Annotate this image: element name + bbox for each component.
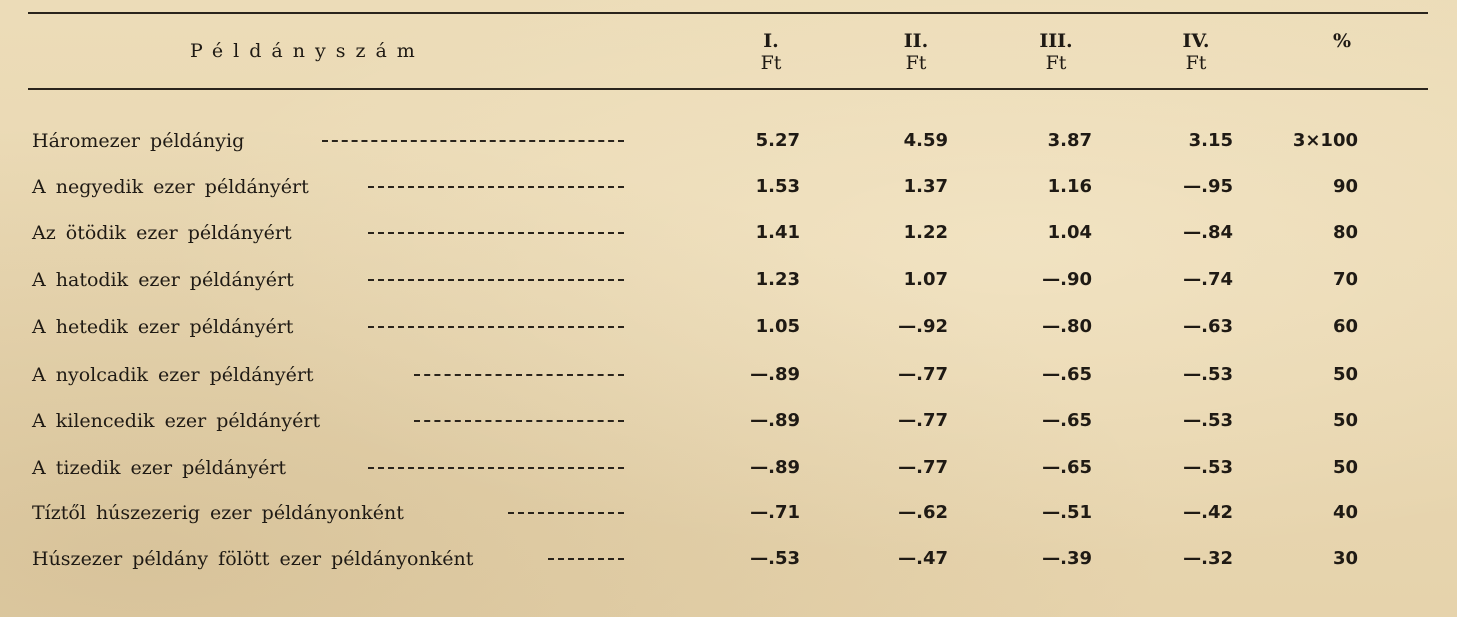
table-row — [0, 500, 1457, 546]
cell-col-1: 5.27 — [755, 130, 800, 151]
cell-col-5: 50 — [1332, 410, 1358, 431]
row-label: A tizedik ezer példányért — [32, 457, 287, 479]
header-col-1 — [731, 30, 811, 74]
row-label: Az ötödik ezer példányért — [32, 222, 292, 244]
table-row — [0, 220, 1457, 266]
cell-col-3: —.65 — [1042, 364, 1092, 385]
cell-col-3: —.51 — [1042, 502, 1092, 523]
cell-col-4: —.42 — [1183, 502, 1233, 523]
header-col-5 — [1302, 30, 1382, 52]
header-label: Példányszám — [190, 40, 425, 62]
dash-leader — [368, 326, 624, 330]
top-rule — [28, 12, 1428, 14]
header-col-2-unit: Ft — [905, 52, 927, 74]
cell-col-4: —.84 — [1183, 222, 1233, 243]
cell-col-4: —.53 — [1183, 410, 1233, 431]
row-label: Háromezer példányig — [32, 130, 245, 152]
header-col-4-unit: Ft — [1185, 52, 1207, 74]
cell-col-4: —.53 — [1183, 364, 1233, 385]
cell-col-3: —.65 — [1042, 410, 1092, 431]
dash-leader — [322, 140, 624, 144]
table-row — [0, 408, 1457, 454]
cell-col-2: 1.22 — [903, 222, 948, 243]
cell-col-4: —.32 — [1183, 548, 1233, 569]
header-col-4-num: IV. — [1182, 30, 1210, 52]
cell-col-5: 3×100 — [1292, 130, 1358, 151]
cell-col-4: —.63 — [1183, 316, 1233, 337]
dash-leader — [508, 512, 624, 516]
cell-col-4: —.95 — [1183, 176, 1233, 197]
row-label: Húszezer példány fölött ezer példányonként — [32, 548, 474, 570]
cell-col-4: —.53 — [1183, 457, 1233, 478]
row-label: A hetedik ezer példányért — [32, 316, 294, 338]
dash-leader — [368, 467, 624, 471]
header-col-4 — [1156, 30, 1236, 74]
cell-col-5: 30 — [1332, 548, 1358, 569]
cell-col-4: 3.15 — [1188, 130, 1233, 151]
cell-col-3: 1.04 — [1047, 222, 1092, 243]
cell-col-2: —.77 — [898, 364, 948, 385]
header-col-2 — [876, 30, 956, 74]
cell-col-5: 80 — [1332, 222, 1358, 243]
cell-col-5: 70 — [1332, 269, 1358, 290]
cell-col-3: 3.87 — [1047, 130, 1092, 151]
header-col-1-num: I. — [763, 30, 779, 52]
dash-leader — [414, 420, 624, 424]
table-row — [0, 455, 1457, 501]
cell-col-5: 40 — [1332, 502, 1358, 523]
header-col-2-num: II. — [903, 30, 929, 52]
cell-col-2: 1.37 — [903, 176, 948, 197]
dash-leader — [368, 279, 624, 283]
cell-col-2: —.47 — [898, 548, 948, 569]
table-row — [0, 267, 1457, 313]
dash-leader — [368, 232, 624, 236]
row-label: Tíztől húszezerig ezer példányonként — [32, 502, 404, 524]
cell-col-3: —.39 — [1042, 548, 1092, 569]
cell-col-5: 90 — [1332, 176, 1358, 197]
table-row — [0, 174, 1457, 220]
header-col-3-num: III. — [1039, 30, 1073, 52]
header-col-5-num: % — [1332, 30, 1352, 52]
cell-col-2: —.77 — [898, 410, 948, 431]
cell-col-1: 1.23 — [755, 269, 800, 290]
dash-leader — [368, 186, 624, 190]
cell-col-1: —.89 — [750, 364, 800, 385]
header-col-3-unit: Ft — [1045, 52, 1067, 74]
cell-col-4: —.74 — [1183, 269, 1233, 290]
cell-col-1: 1.05 — [755, 316, 800, 337]
cell-col-3: —.65 — [1042, 457, 1092, 478]
table-row — [0, 128, 1457, 174]
cell-col-3: —.80 — [1042, 316, 1092, 337]
header-col-1-unit: Ft — [760, 52, 782, 74]
row-label: A nyolcadik ezer példányért — [32, 364, 314, 386]
cell-col-2: 4.59 — [903, 130, 948, 151]
row-label: A negyedik ezer példányért — [32, 176, 309, 198]
cell-col-1: —.89 — [750, 410, 800, 431]
header-col-3 — [1016, 30, 1096, 74]
header-rule — [28, 88, 1428, 90]
table-row — [0, 546, 1457, 592]
dash-leader — [414, 374, 624, 378]
cell-col-1: 1.53 — [755, 176, 800, 197]
cell-col-2: —.92 — [898, 316, 948, 337]
table-row — [0, 362, 1457, 408]
row-label: A kilencedik ezer példányért — [32, 410, 321, 432]
table-row — [0, 314, 1457, 360]
cell-col-2: 1.07 — [903, 269, 948, 290]
cell-col-5: 60 — [1332, 316, 1358, 337]
dash-leader — [548, 558, 624, 562]
cell-col-1: 1.41 — [755, 222, 800, 243]
cell-col-1: —.71 — [750, 502, 800, 523]
cell-col-1: —.53 — [750, 548, 800, 569]
cell-col-3: 1.16 — [1047, 176, 1092, 197]
cell-col-1: —.89 — [750, 457, 800, 478]
cell-col-2: —.62 — [898, 502, 948, 523]
row-label: A hatodik ezer példányért — [32, 269, 294, 291]
cell-col-2: —.77 — [898, 457, 948, 478]
cell-col-3: —.90 — [1042, 269, 1092, 290]
cell-col-5: 50 — [1332, 364, 1358, 385]
cell-col-5: 50 — [1332, 457, 1358, 478]
